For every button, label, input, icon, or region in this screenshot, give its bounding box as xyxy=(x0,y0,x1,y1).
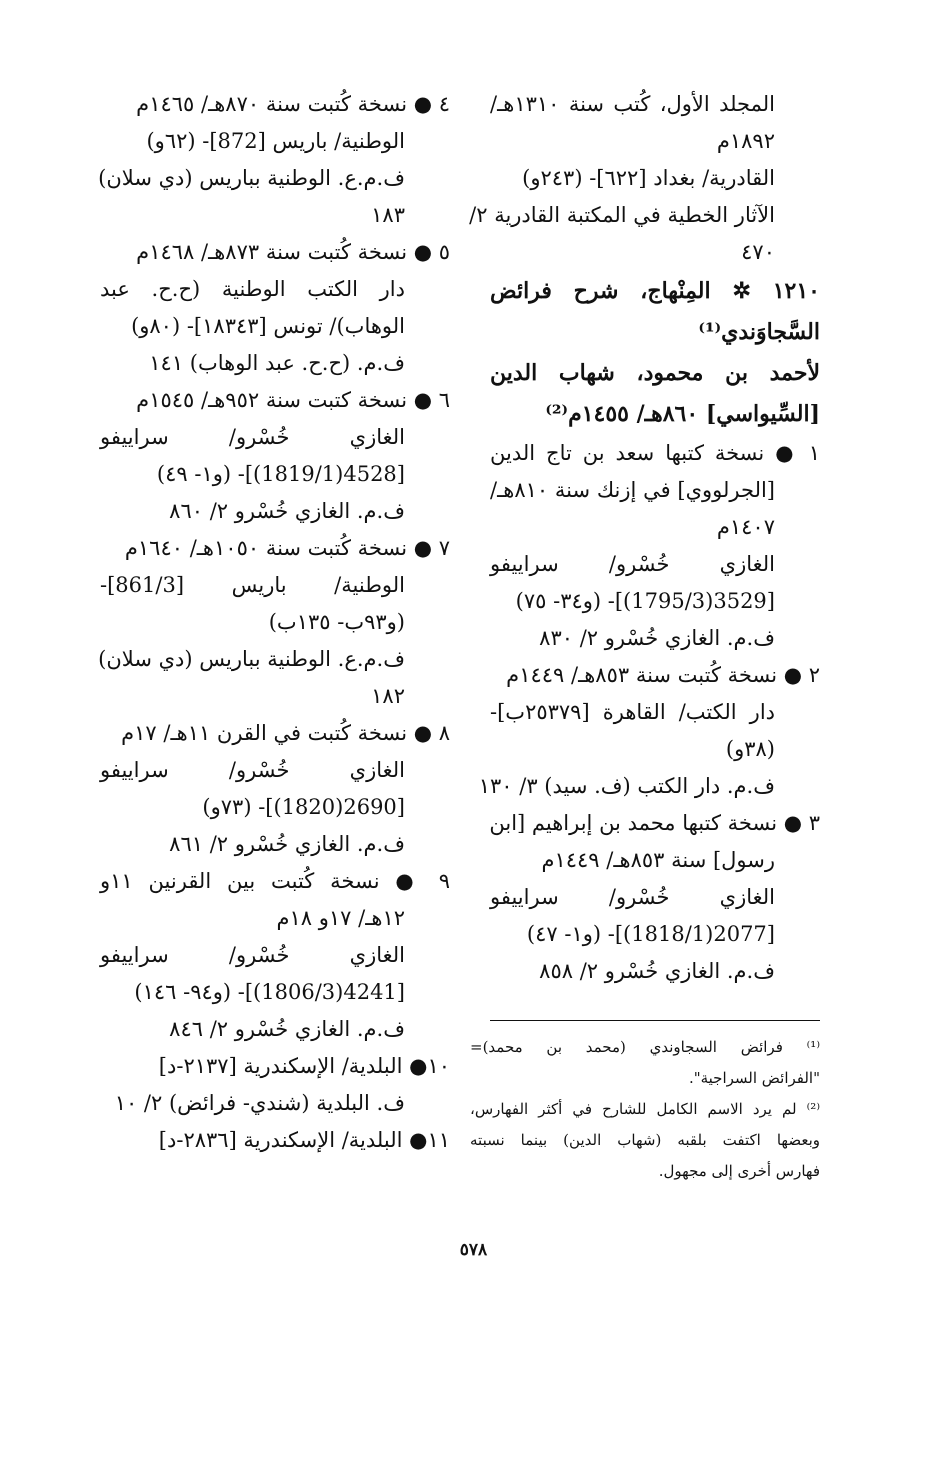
list-item: ٧ ● نسخة كُتبت سنة ١٠٥٠هـ/ ١٦٤٠م xyxy=(124,536,450,560)
text-line: الآثار الخطية في المكتبة القادرية ٢/ xyxy=(469,203,775,227)
text-line: الوطنية/ باريس [872]- (٦٢و) xyxy=(146,129,405,153)
text-line: ف.م. الغازي خُسْرو ٢/ ٨٤٦ xyxy=(169,1017,405,1041)
text-line: ف.م. (ح.ح. عبد الوهاب) ١٤١ xyxy=(149,351,405,375)
text-line: ١٢هـ/ ١٧و ١٨م xyxy=(276,906,405,930)
text-line: ف.م.ع. الوطنية بباريس (دي سلان) xyxy=(98,166,405,190)
text-line: دار الكتب/ القاهرة [٢٥٣٧٩ب]- xyxy=(490,700,775,724)
text-line: ١٨٣ xyxy=(371,203,405,227)
list-item: ٦ ● نسخة كتبت سنة ٩٥٢هـ/ ١٥٤٥م xyxy=(136,388,450,412)
footnote-line: ⁽¹⁾ فرائض السجاوندي (محمد بن محمد)= xyxy=(470,1038,820,1056)
list-item: ٤ ● نسخة كُتبت سنة ٨٧٠هـ/ ١٤٦٥م xyxy=(136,92,450,116)
left-column xyxy=(100,86,450,1159)
entry-author: لأحمد بن محمود، شهاب الدين xyxy=(490,360,820,386)
footnote-divider xyxy=(490,1020,820,1021)
text-line: رسول] سنة ٨٥٣هـ/ ١٤٤٩م xyxy=(541,848,775,872)
list-item: ٢ ● نسخة كُتبت سنة ٨٥٣هـ/ ١٤٤٩م xyxy=(506,663,820,687)
text-line: المجلد الأول، كُتب سنة ١٣١٠هـ‍/ xyxy=(490,92,775,116)
list-item: ٨ ● نسخة كُتبت في القرن ١١هـ/ ١٧م xyxy=(121,721,450,745)
list-item: ٩ ● نسخة كُتبت بين القرنين ١١و xyxy=(100,869,450,893)
entry-author: [السِّيواسي] ٨٦٠هـ/ ١٤٥٥م⁽²⁾ xyxy=(545,401,820,427)
text-line: القادرية/ بغداد [٦٢٢]- (٢٤٣و) xyxy=(522,166,775,190)
text-line: ١٨٢ xyxy=(371,684,405,708)
text-line: ف.م.ع. الوطنية بباريس (دي سلان) xyxy=(98,647,405,671)
page-number: ٥٧٨ xyxy=(459,1240,488,1260)
footnote-line: فهارس أخرى إلى مجهول. xyxy=(658,1162,820,1180)
list-item: ١١● البلدية/ الإسكندرية [٢٨٣٦-د] xyxy=(158,1128,450,1152)
text-line: ف.م. الغازي خُسْرو ٢/ ٨٥٨ xyxy=(539,959,775,983)
text-line: [4241(1806/3)]- (و٩٤- ١٤٦) xyxy=(134,980,405,1004)
text-line: الغازي خُسْرو/ سراييفو xyxy=(490,552,775,576)
text-line: ف.م. الغازي خُسْرو ٢/ ٨٦٠ xyxy=(169,499,405,523)
text-line: ١٨٩٢م xyxy=(716,129,775,153)
text-line: الغازي خُسْرو/ سراييفو xyxy=(490,885,775,909)
entry-heading: ١٢١٠ ✲ المِنْهاج، شرح فرائض xyxy=(490,278,820,304)
list-item: ٥ ● نسخة كُتبت سنة ٨٧٣هـ/ ١٤٦٨م xyxy=(136,240,450,264)
list-item: ٣ ● نسخة كتبها محمد بن إبراهيم [ابن xyxy=(489,811,820,835)
footnote-line: "الفرائض السراجية". xyxy=(688,1069,820,1087)
text-line: ١٤٠٧م xyxy=(716,515,775,539)
right-column xyxy=(469,86,820,990)
text-line: (و٩٣ب- ١٣٥ب) xyxy=(268,610,405,634)
text-line: [3529(1795/3)]- (و٣٤- ٧٥) xyxy=(515,589,775,613)
text-line: الغازي خُسْرو/ سراييفو xyxy=(100,425,405,449)
footnote-line: ⁽²⁾ لم يرد الاسم الكامل للشارح في أكثر الفهارس، xyxy=(470,1100,820,1118)
text-line: دار الكتب الوطنية (ح.ح. عبد xyxy=(100,277,405,301)
list-item: ١٠● البلدية/ الإسكندرية [٢١٣٧-د] xyxy=(158,1054,450,1078)
footnote-line: وبعضها اكتفت بلقبه (شهاب الدين) بينما نسبته xyxy=(470,1131,820,1149)
list-item: ١ ● نسخة كتبها سعد بن تاج الدين xyxy=(490,441,820,465)
text-line: الغازي خُسْرو/ سراييفو xyxy=(100,758,405,782)
text-line: ٤٧٠ xyxy=(741,240,775,264)
text-line: [2077(1818/1)]- (و١- ٤٧) xyxy=(526,922,775,946)
text-line: الوطنية/ باريس [861/3]- xyxy=(100,573,405,597)
footnotes xyxy=(470,1032,820,1187)
text-line: الغازي خُسْرو/ سراييفو xyxy=(100,943,405,967)
text-line: [4528(1819/1)]- (و١- ٤٩) xyxy=(156,462,405,486)
text-line: ف.م. دار الكتب (ف. سيد) ٣/ ١٣٠ xyxy=(478,774,775,798)
text-line: ف. البلدية (شندي- فرائض) ٢/ ١٠ xyxy=(114,1091,405,1115)
text-line: [2690(1820)]- (٧٣و) xyxy=(202,795,405,819)
text-line: ف.م. الغازي خُسْرو ٢/ ٨٦١ xyxy=(169,832,405,856)
text-line: (٣٨و) xyxy=(725,737,775,761)
text-line: [الجرلووي] في إزنك سنة ٨١٠هـ/ xyxy=(490,478,775,502)
text-line: الوهاب)/ تونس [١٨٣٤٣]- (٨٠و) xyxy=(131,314,405,338)
text-line: ف.م. الغازي خُسْرو ٢/ ٨٣٠ xyxy=(539,626,775,650)
entry-heading: السَّجاوَندي⁽¹⁾ xyxy=(698,319,820,345)
